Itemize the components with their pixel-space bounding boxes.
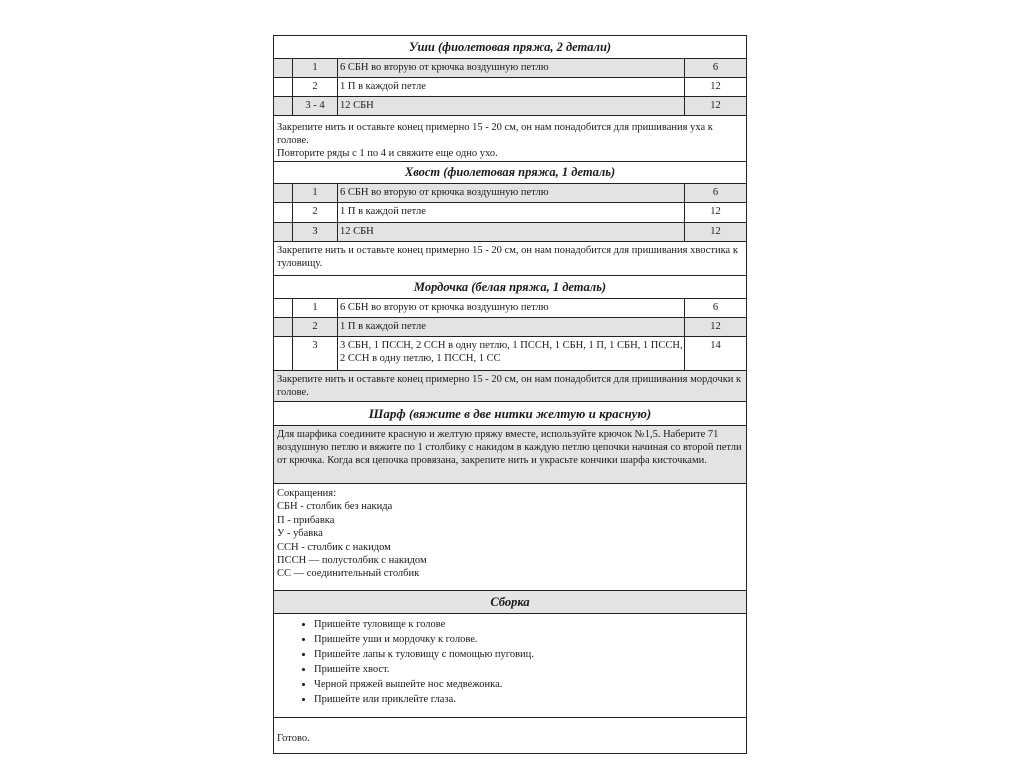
abbreviation-item: У - убавка <box>277 528 323 540</box>
list-item: • Пришейте лапы к туловищу с помощью пуговиц. <box>314 647 746 662</box>
row-instruction: 1 П в каждой петле <box>338 318 685 336</box>
tail-title: Хвост (фиолетовая пряжа, 1 деталь) <box>274 162 746 184</box>
row-stitch-count: 14 <box>710 340 721 351</box>
muzzle-title: Мордочка (белая пряжа, 1 деталь) <box>274 276 746 299</box>
table-row <box>274 78 746 97</box>
scarf-title: Шарф (вяжите в две нитки желтую и красную) <box>274 402 746 426</box>
row-instruction: 12 СБН <box>338 223 685 241</box>
table-row <box>274 203 746 223</box>
row-stitch-count: 12 <box>710 321 721 332</box>
list-item: • Пришейте или приклейте глаза. <box>314 692 746 707</box>
abbreviation-item: ПССН — полустолбик с накидом <box>277 555 427 567</box>
tail-note: Закрепите нить и оставьте конец примерно 15 - 20 см, он нам понадобится для пришивания хвостика к туловищу. <box>274 242 746 276</box>
ears-note <box>274 116 746 162</box>
abbreviation-item: СБН - столбик без накида <box>277 501 393 513</box>
row-number: 3 <box>293 223 338 241</box>
table-row <box>274 337 746 371</box>
row-instruction: 12 СБН <box>338 97 685 115</box>
abbreviations-heading: Сокращения: <box>277 488 336 499</box>
table-row <box>274 59 746 78</box>
row-instruction: 6 СБН во вторую от крючка воздушную петлю <box>338 184 685 202</box>
scarf-instructions: Для шарфика соедините красную и желтую пряжу вместе, используйте крючок №1,5. Наберите 71 воздушную петлю и вяжите по 1 столбику с накидом в каждую петлю цепочки начиная со второй петли от крючка. Когда вся цепочка провязана, закрепите нить и украсьте кончики шарфа кисточками. <box>274 426 746 484</box>
row-stitch-count: 12 <box>710 100 721 111</box>
table-row <box>274 223 746 242</box>
row-stitch-count: 6 <box>712 187 719 198</box>
row-number: 2 <box>293 203 338 222</box>
row-instruction: 1 П в каждой петле <box>338 78 685 96</box>
abbreviation-item: СС — соединительный столбик <box>277 568 420 580</box>
list-item: • Пришейте хвост. <box>314 662 746 677</box>
row-instruction: 3 СБН, 1 ПССН, 2 ССН в одну петлю, 1 ПССН, 1 СБН, 1 П, 1 СБН, 1 ПССН, 2 ССН в одну петлю, 1 ПССН, 1 СС <box>338 337 685 370</box>
row-instruction: 6 СБН во вторую от крючка воздушную петлю <box>338 59 685 77</box>
row-stitch-count: 12 <box>710 81 721 92</box>
table-row <box>274 318 746 337</box>
table-row <box>274 184 746 203</box>
abbreviations <box>274 484 746 591</box>
row-stitch-count: 12 <box>710 226 721 237</box>
row-stitch-count: 6 <box>712 302 719 313</box>
row-number: 1 <box>293 184 338 202</box>
row-number: 3 - 4 <box>293 97 338 115</box>
row-number: 1 <box>293 299 338 317</box>
assembly-title: Сборка <box>274 591 746 614</box>
ears-title: Уши (фиолетовая пряжа, 2 детали) <box>274 36 746 59</box>
assembly-steps <box>274 614 746 718</box>
list-item: • Черной пряжей вышейте нос медвежонка. <box>314 677 746 692</box>
row-number: 3 <box>293 337 338 370</box>
list-item: • Пришейте уши и мордочку к голове. <box>314 632 746 647</box>
abbreviation-item: П - прибавка <box>277 514 335 526</box>
table-row <box>274 299 746 318</box>
muzzle-note: Закрепите нить и оставьте конец примерно 15 - 20 см, он нам понадобится для пришивания мордочки к голове. <box>274 371 746 402</box>
abbreviation-item: ССН - столбик с накидом <box>277 541 391 553</box>
row-number: 2 <box>293 78 338 96</box>
ears-note-repeat: Повторите ряды с 1 по 4 и свяжите еще одно ухо. <box>277 148 498 159</box>
table-row <box>274 97 746 116</box>
row-number: 1 <box>293 59 338 77</box>
done-text: Готово. <box>277 733 310 744</box>
pattern-sheet <box>273 35 747 754</box>
list-item: • Пришейте туловище к голове <box>314 617 746 632</box>
row-stitch-count: 12 <box>710 206 721 217</box>
row-number: 2 <box>293 318 338 336</box>
row-instruction: 1 П в каждой петле <box>338 203 685 222</box>
row-instruction: 6 СБН во вторую от крючка воздушную петлю <box>338 299 685 317</box>
ears-note-finish: Закрепите нить и оставьте конец примерно 15 - 20 см, он нам понадобится для пришивания уха к голове. <box>277 122 713 146</box>
row-stitch-count: 6 <box>712 62 719 73</box>
